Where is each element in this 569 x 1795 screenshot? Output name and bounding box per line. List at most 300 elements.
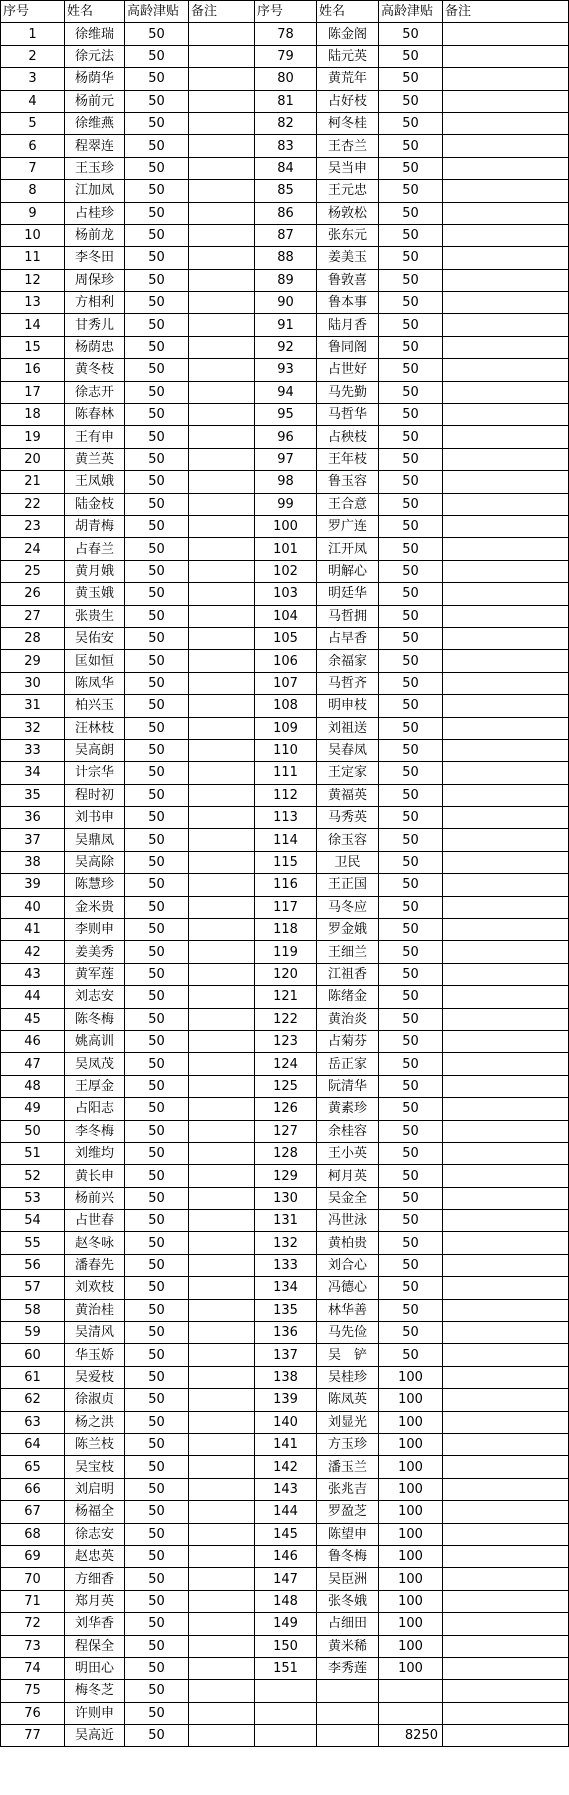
seq-cell: 45 (1, 1008, 65, 1030)
subsidy-cell: 50 (125, 717, 189, 739)
subsidy-cell: 50 (379, 807, 443, 829)
name-cell: 黄治炎 (317, 1008, 379, 1030)
seq-cell: 88 (255, 247, 317, 269)
note-cell (189, 1434, 255, 1456)
table-row (1, 1501, 569, 1523)
table-row (1, 1434, 569, 1456)
note-cell (189, 829, 255, 851)
name-cell: 吴高近 (65, 1725, 125, 1747)
table-row (1, 471, 569, 493)
note-cell (443, 515, 569, 537)
note-cell (189, 135, 255, 157)
subsidy-cell: 50 (125, 695, 189, 717)
note-cell (443, 426, 569, 448)
name-cell: 吴 铲 (317, 1344, 379, 1366)
note-cell (443, 1210, 569, 1232)
note-cell (189, 471, 255, 493)
name-cell: 刘维均 (65, 1142, 125, 1164)
name-cell: 刘合心 (317, 1254, 379, 1276)
seq-cell: 65 (1, 1456, 65, 1478)
seq-cell: 29 (1, 650, 65, 672)
subsidy-cell: 50 (125, 404, 189, 426)
note-cell (189, 1344, 255, 1366)
subsidy-cell (379, 1702, 443, 1724)
table-row (1, 807, 569, 829)
subsidy-cell: 50 (125, 1277, 189, 1299)
name-cell: 黄荒年 (317, 68, 379, 90)
seq-cell: 103 (255, 583, 317, 605)
name-cell: 马哲拥 (317, 605, 379, 627)
subsidy-cell: 50 (379, 695, 443, 717)
name-cell: 刘华香 (65, 1613, 125, 1635)
name-cell: 占细田 (317, 1613, 379, 1635)
seq-cell: 37 (1, 829, 65, 851)
subsidy-cell: 50 (125, 224, 189, 246)
subsidy-cell: 100 (379, 1613, 443, 1635)
note-cell (189, 1120, 255, 1142)
name-cell: 吴清风 (65, 1322, 125, 1344)
name-cell: 占世春 (65, 1210, 125, 1232)
seq-cell: 52 (1, 1165, 65, 1187)
note-cell (189, 359, 255, 381)
subsidy-cell: 50 (379, 1277, 443, 1299)
name-cell: 赵忠英 (65, 1545, 125, 1567)
table-row (1, 560, 569, 582)
table-row (1, 986, 569, 1008)
table-row (1, 1008, 569, 1030)
seq-cell: 81 (255, 90, 317, 112)
seq-cell (255, 1725, 317, 1747)
name-cell: 明申枝 (317, 695, 379, 717)
seq-cell: 124 (255, 1053, 317, 1075)
subsidy-cell: 50 (125, 807, 189, 829)
note-cell (189, 247, 255, 269)
note-cell (189, 269, 255, 291)
header-subsidy: 高龄津贴 (379, 1, 443, 23)
seq-cell: 92 (255, 336, 317, 358)
seq-cell: 132 (255, 1232, 317, 1254)
subsidy-cell: 50 (125, 1411, 189, 1433)
table-row (1, 1725, 569, 1747)
subsidy-cell: 50 (125, 1702, 189, 1724)
note-cell (443, 1478, 569, 1500)
table-row (1, 1165, 569, 1187)
subsidy-cell: 100 (379, 1389, 443, 1411)
seq-cell: 10 (1, 224, 65, 246)
seq-cell: 95 (255, 404, 317, 426)
note-cell (443, 1344, 569, 1366)
seq-cell: 142 (255, 1456, 317, 1478)
seq-cell: 106 (255, 650, 317, 672)
subsidy-cell: 50 (379, 1299, 443, 1321)
name-cell: 吴金全 (317, 1187, 379, 1209)
note-cell (189, 515, 255, 537)
note-cell (189, 941, 255, 963)
name-cell: 杨荫华 (65, 68, 125, 90)
note-cell (443, 560, 569, 582)
name-cell: 程时初 (65, 784, 125, 806)
seq-cell: 101 (255, 538, 317, 560)
table-row (1, 1098, 569, 1120)
subsidy-cell: 50 (125, 381, 189, 403)
subsidy-cell: 50 (379, 1210, 443, 1232)
subsidy-cell: 50 (379, 717, 443, 739)
seq-cell: 114 (255, 829, 317, 851)
subsidy-cell: 50 (125, 202, 189, 224)
subsidy-cell: 50 (379, 23, 443, 45)
name-cell: 江开凤 (317, 538, 379, 560)
seq-cell: 109 (255, 717, 317, 739)
table-row (1, 1389, 569, 1411)
note-cell (443, 1456, 569, 1478)
seq-cell: 23 (1, 515, 65, 537)
name-cell: 杨之洪 (65, 1411, 125, 1433)
name-cell: 占秧枝 (317, 426, 379, 448)
seq-cell: 32 (1, 717, 65, 739)
seq-cell: 149 (255, 1613, 317, 1635)
seq-cell: 68 (1, 1523, 65, 1545)
note-cell (443, 1411, 569, 1433)
subsidy-cell: 50 (125, 605, 189, 627)
note-cell (189, 224, 255, 246)
seq-cell: 20 (1, 448, 65, 470)
table-row (1, 493, 569, 515)
name-cell: 柯冬桂 (317, 112, 379, 134)
subsidy-cell: 50 (125, 1210, 189, 1232)
table-row (1, 202, 569, 224)
note-cell (189, 851, 255, 873)
name-cell: 吴当申 (317, 157, 379, 179)
note-cell (189, 1165, 255, 1187)
seq-cell: 123 (255, 1030, 317, 1052)
seq-cell: 86 (255, 202, 317, 224)
name-cell: 王玉珍 (65, 157, 125, 179)
note-cell (189, 1702, 255, 1724)
table-row (1, 1210, 569, 1232)
table-row (1, 23, 569, 45)
name-cell: 匡如恒 (65, 650, 125, 672)
name-cell: 刘显光 (317, 1411, 379, 1433)
table-row (1, 1366, 569, 1388)
table-row (1, 605, 569, 627)
seq-cell: 70 (1, 1568, 65, 1590)
name-cell: 占阳志 (65, 1098, 125, 1120)
name-cell: 占早香 (317, 627, 379, 649)
name-cell: 鲁玉容 (317, 471, 379, 493)
table-row (1, 359, 569, 381)
subsidy-cell: 50 (125, 1545, 189, 1567)
note-cell (443, 1613, 569, 1635)
note-cell (443, 1725, 569, 1747)
name-cell: 吴高除 (65, 851, 125, 873)
seq-cell: 133 (255, 1254, 317, 1276)
name-cell: 潘玉兰 (317, 1456, 379, 1478)
seq-cell: 72 (1, 1613, 65, 1635)
name-cell: 岳正家 (317, 1053, 379, 1075)
table-row (1, 1299, 569, 1321)
subsidy-cell: 50 (379, 874, 443, 896)
name-cell: 明廷华 (317, 583, 379, 605)
note-cell (443, 1098, 569, 1120)
note-cell (443, 1075, 569, 1097)
subsidy-cell: 50 (379, 180, 443, 202)
table-row (1, 292, 569, 314)
subsidy-cell: 100 (379, 1657, 443, 1679)
name-cell: 刘书申 (65, 807, 125, 829)
table-row (1, 1411, 569, 1433)
name-cell: 陈冬梅 (65, 1008, 125, 1030)
subsidy-cell: 50 (125, 1590, 189, 1612)
subsidy-cell: 50 (379, 538, 443, 560)
seq-cell: 18 (1, 404, 65, 426)
note-cell (189, 1456, 255, 1478)
name-cell: 姜美秀 (65, 941, 125, 963)
seq-cell: 8 (1, 180, 65, 202)
note-cell (443, 448, 569, 470)
seq-cell: 83 (255, 135, 317, 157)
note-cell (189, 919, 255, 941)
subsidy-cell: 50 (379, 784, 443, 806)
note-cell (443, 381, 569, 403)
note-cell (443, 538, 569, 560)
name-cell: 李则申 (65, 919, 125, 941)
subsidy-cell: 50 (125, 1098, 189, 1120)
seq-cell: 17 (1, 381, 65, 403)
subsidy-cell: 50 (125, 1142, 189, 1164)
subsidy-cell: 50 (125, 829, 189, 851)
note-cell (189, 583, 255, 605)
subsidy-cell: 50 (379, 1232, 443, 1254)
seq-cell: 34 (1, 762, 65, 784)
note-cell (189, 202, 255, 224)
name-cell: 徐维燕 (65, 112, 125, 134)
name-cell: 林华善 (317, 1299, 379, 1321)
note-cell (443, 986, 569, 1008)
note-cell (443, 202, 569, 224)
subsidy-cell: 50 (125, 851, 189, 873)
subsidy-cell: 100 (379, 1590, 443, 1612)
subsidy-cell: 50 (379, 829, 443, 851)
seq-cell: 49 (1, 1098, 65, 1120)
note-cell (189, 1277, 255, 1299)
note-cell (189, 404, 255, 426)
note-cell (189, 762, 255, 784)
subsidy-cell: 50 (125, 1657, 189, 1679)
subsidy-cell: 50 (125, 336, 189, 358)
subsidy-cell: 50 (379, 1008, 443, 1030)
seq-cell: 21 (1, 471, 65, 493)
subsidy-cell: 100 (379, 1434, 443, 1456)
name-cell: 吴臣洲 (317, 1568, 379, 1590)
name-cell: 王年枝 (317, 448, 379, 470)
subsidy-cell: 50 (125, 739, 189, 761)
table-row (1, 1344, 569, 1366)
table-row (1, 829, 569, 851)
note-cell (443, 1680, 569, 1702)
table-row (1, 404, 569, 426)
seq-cell: 50 (1, 1120, 65, 1142)
subsidy-cell: 50 (379, 515, 443, 537)
note-cell (443, 963, 569, 985)
name-cell: 徐元法 (65, 45, 125, 67)
seq-cell: 24 (1, 538, 65, 560)
subsidy-cell: 50 (379, 963, 443, 985)
subsidy-cell: 50 (125, 515, 189, 537)
seq-cell: 77 (1, 1725, 65, 1747)
seq-cell: 110 (255, 739, 317, 761)
note-cell (443, 112, 569, 134)
subsidy-cell: 50 (125, 1456, 189, 1478)
note-cell (189, 538, 255, 560)
note-cell (443, 359, 569, 381)
name-cell: 明解心 (317, 560, 379, 582)
subsidy-cell: 100 (379, 1366, 443, 1388)
note-cell (443, 807, 569, 829)
name-cell: 黄柏贵 (317, 1232, 379, 1254)
subsidy-cell: 100 (379, 1411, 443, 1433)
seq-cell: 90 (255, 292, 317, 314)
subsidy-cell: 50 (379, 1053, 443, 1075)
note-cell (189, 1075, 255, 1097)
subsidy-cell: 50 (125, 874, 189, 896)
note-cell (189, 1210, 255, 1232)
note-cell (443, 90, 569, 112)
table-row (1, 627, 569, 649)
note-cell (443, 224, 569, 246)
table-row (1, 157, 569, 179)
subsidy-cell: 50 (125, 1008, 189, 1030)
note-cell (189, 292, 255, 314)
seq-cell: 130 (255, 1187, 317, 1209)
name-cell: 陆月香 (317, 314, 379, 336)
name-cell: 黄治桂 (65, 1299, 125, 1321)
seq-cell: 102 (255, 560, 317, 582)
seq-cell: 144 (255, 1501, 317, 1523)
subsidy-cell: 50 (379, 896, 443, 918)
name-cell: 罗广连 (317, 515, 379, 537)
name-cell: 张冬娥 (317, 1590, 379, 1612)
subsidy-cell: 50 (125, 180, 189, 202)
note-cell (189, 1098, 255, 1120)
subsidy-cell: 50 (379, 90, 443, 112)
seq-cell: 89 (255, 269, 317, 291)
name-cell: 卫民 (317, 851, 379, 873)
subsidy-cell: 50 (125, 1165, 189, 1187)
name-cell: 方相利 (65, 292, 125, 314)
note-cell (443, 874, 569, 896)
name-cell: 李冬梅 (65, 1120, 125, 1142)
subsidy-cell: 50 (125, 1299, 189, 1321)
subsidy-cell: 100 (379, 1635, 443, 1657)
note-cell (189, 1389, 255, 1411)
subsidy-cell: 50 (125, 627, 189, 649)
seq-cell: 120 (255, 963, 317, 985)
note-cell (443, 896, 569, 918)
subsidy-cell: 50 (379, 314, 443, 336)
subsidy-cell: 50 (379, 1187, 443, 1209)
name-cell: 张东元 (317, 224, 379, 246)
note-cell (443, 247, 569, 269)
name-cell: 鲁冬梅 (317, 1545, 379, 1567)
seq-cell: 27 (1, 605, 65, 627)
note-cell (443, 784, 569, 806)
subsidy-cell: 50 (125, 23, 189, 45)
seq-cell: 30 (1, 672, 65, 694)
name-cell: 华玉娇 (65, 1344, 125, 1366)
seq-cell: 119 (255, 941, 317, 963)
note-cell (189, 896, 255, 918)
note-cell (189, 448, 255, 470)
name-cell: 黄冬枝 (65, 359, 125, 381)
name-cell: 姜美玉 (317, 247, 379, 269)
subsidy-cell: 50 (125, 560, 189, 582)
subsidy-cell: 50 (125, 963, 189, 985)
name-cell: 占春兰 (65, 538, 125, 560)
note-cell (189, 1366, 255, 1388)
table-row (1, 1657, 569, 1679)
seq-cell: 100 (255, 515, 317, 537)
note-cell (443, 23, 569, 45)
seq-cell: 118 (255, 919, 317, 941)
note-cell (189, 1590, 255, 1612)
subsidy-cell: 50 (125, 1030, 189, 1052)
note-cell (443, 650, 569, 672)
subsidy-cell: 100 (379, 1478, 443, 1500)
subsidy-cell: 50 (125, 986, 189, 1008)
name-cell: 王有申 (65, 426, 125, 448)
subsidy-cell: 100 (379, 1501, 443, 1523)
seq-cell: 54 (1, 1210, 65, 1232)
subsidy-cell: 50 (125, 1725, 189, 1747)
note-cell (189, 314, 255, 336)
seq-cell: 64 (1, 1434, 65, 1456)
name-cell: 张贵生 (65, 605, 125, 627)
table-row (1, 224, 569, 246)
note-cell (443, 762, 569, 784)
subsidy-cell: 50 (125, 1053, 189, 1075)
name-cell: 鲁本事 (317, 292, 379, 314)
table-row (1, 650, 569, 672)
table-row (1, 874, 569, 896)
table-row (1, 919, 569, 941)
note-cell (443, 1568, 569, 1590)
seq-cell: 33 (1, 739, 65, 761)
seq-cell: 42 (1, 941, 65, 963)
subsidy-cell: 50 (125, 1478, 189, 1500)
seq-cell: 76 (1, 1702, 65, 1724)
subsidy-cell: 50 (379, 1030, 443, 1052)
name-cell: 刘志安 (65, 986, 125, 1008)
name-cell: 徐淑贞 (65, 1389, 125, 1411)
name-cell: 黄素珍 (317, 1098, 379, 1120)
name-cell: 余桂容 (317, 1120, 379, 1142)
note-cell (443, 1120, 569, 1142)
subsidy-cell: 50 (379, 941, 443, 963)
note-cell (443, 851, 569, 873)
note-cell (189, 1187, 255, 1209)
name-cell: 王小英 (317, 1142, 379, 1164)
seq-cell: 66 (1, 1478, 65, 1500)
name-cell: 占世好 (317, 359, 379, 381)
seq-cell: 26 (1, 583, 65, 605)
name-cell: 王定家 (317, 762, 379, 784)
name-cell: 汪林枝 (65, 717, 125, 739)
subsidy-cell: 50 (379, 404, 443, 426)
name-cell: 郑月英 (65, 1590, 125, 1612)
table-row (1, 448, 569, 470)
name-cell: 占菊芬 (317, 1030, 379, 1052)
seq-cell: 126 (255, 1098, 317, 1120)
